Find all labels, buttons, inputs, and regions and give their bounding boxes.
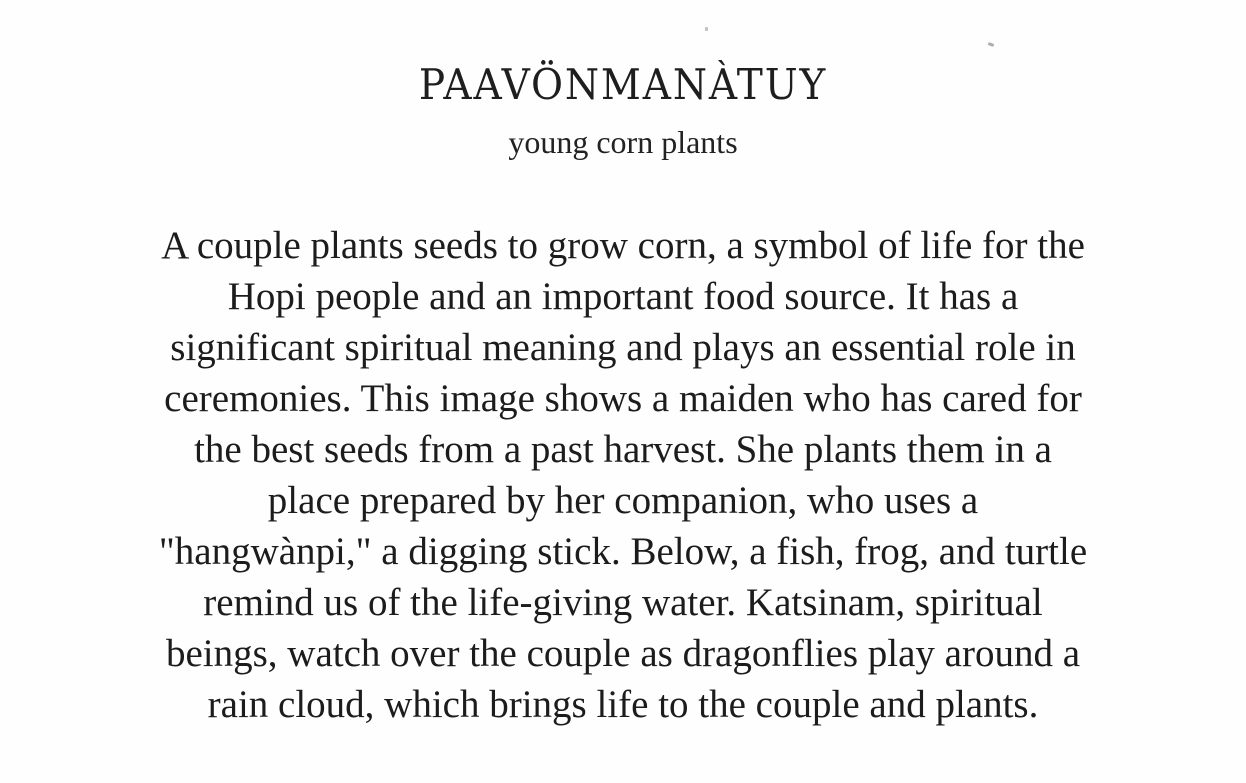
description-line: "hangwànpi," a digging stick. Below, a fish, frog, and turtle [158,530,1088,573]
card-title: PAAVÖNMANÀTUY [418,60,828,109]
description-line: beings, watch over the couple as dragonflies play around a [165,632,1081,675]
description-line: place prepared by her companion, who uses a [267,479,979,522]
description-line: significant spiritual meaning and plays an essential role in [170,326,1076,369]
scan-speck [705,27,708,31]
card-subtitle: young corn plants [508,124,738,160]
description-line: Hopi people and an important food source. It has a [227,275,1019,318]
description-line: A couple plants seeds to grow corn, a symbol of life for the [161,224,1085,267]
description-line: remind us of the life-giving water. Katsinam, spiritual [203,581,1043,624]
description-line: rain cloud, which brings life to the couple and plants. [207,683,1039,726]
card-description [60,220,1186,730]
scan-speck [988,42,995,47]
description-line: the best seeds from a past harvest. She plants them in a [194,428,1052,471]
description-line: ceremonies. This image shows a maiden who has cared for [164,377,1082,420]
